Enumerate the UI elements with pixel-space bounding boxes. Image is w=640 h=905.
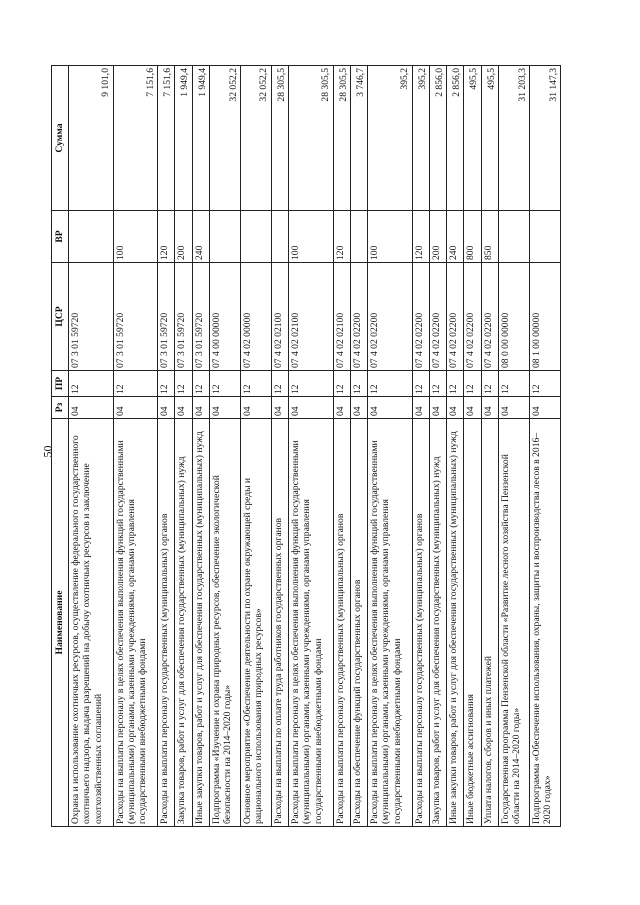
cell-csr: 07 4 02 02200 — [429, 263, 446, 371]
page-number: 50 — [40, 445, 55, 458]
cell-vr — [240, 211, 271, 263]
table-row — [158, 66, 175, 827]
cell-pr: 12 — [158, 371, 175, 397]
cell-csr: 07 3 01 59720 — [113, 263, 158, 371]
cell-rz: 04 — [209, 397, 240, 419]
cell-vr — [350, 211, 367, 263]
cell-csr: 07 4 00 00000 — [209, 263, 240, 371]
cell-vr: 800 — [464, 211, 481, 263]
cell-sum: 7 151,6 — [158, 66, 175, 211]
cell-vr — [499, 211, 530, 263]
cell-csr: 07 3 01 59720 — [192, 263, 209, 371]
cell-pr: 12 — [69, 371, 114, 397]
cell-pr: 12 — [175, 371, 192, 397]
table-header-row — [52, 66, 69, 827]
cell-name: Расходы на выплаты персоналу в целях обеспечения выполнения функций государственными (муниципальными) органами, казенными учреждениями, органами управления государственными внебюджетными фондами — [289, 419, 334, 827]
cell-rz: 04 — [368, 397, 413, 419]
table-body — [69, 66, 561, 827]
cell-sum: 395,2 — [412, 66, 429, 211]
cell-pr: 12 — [412, 371, 429, 397]
cell-pr: 12 — [271, 371, 288, 397]
table-row — [209, 66, 240, 827]
cell-vr: 200 — [175, 211, 192, 263]
cell-csr: 07 4 02 02200 — [447, 263, 464, 371]
cell-name: Охрана и использование охотничьих ресурсов, осуществление федерального государственного охотничьего надзора, выдача разрешений на добычу охотничьих ресурсов и заключение охотхозяйственных соглашений — [69, 419, 114, 827]
cell-sum: 28 305,5 — [271, 66, 288, 211]
cell-name: Расходы на выплаты персоналу государственных (муниципальных) органов — [158, 419, 175, 827]
cell-name: Подпрограмма «Изучение и охрана природных ресурсов, обеспечение экологической безопасности на 2014–2020 годы» — [209, 419, 240, 827]
cell-pr: 12 — [113, 371, 158, 397]
table-row — [240, 66, 271, 827]
cell-sum: 32 052,2 — [240, 66, 271, 211]
cell-sum: 2 856,0 — [447, 66, 464, 211]
cell-csr: 08 1 00 00000 — [529, 263, 560, 371]
cell-sum: 9 101,0 — [69, 66, 114, 211]
cell-name: Расходы на выплаты по оплате труда работников государственных органов — [271, 419, 288, 827]
cell-pr: 12 — [481, 371, 498, 397]
table-row — [192, 66, 209, 827]
cell-csr: 07 4 02 02200 — [412, 263, 429, 371]
cell-vr: 120 — [158, 211, 175, 263]
cell-vr: 240 — [192, 211, 209, 263]
cell-pr: 12 — [529, 371, 560, 397]
cell-vr: 120 — [333, 211, 350, 263]
table-row — [271, 66, 288, 827]
table-row — [481, 66, 498, 827]
cell-pr: 12 — [499, 371, 530, 397]
cell-name: Основное мероприятие «Обеспечение деятельности по охране окружающей среды и рационального использования природных ресурсов» — [240, 419, 271, 827]
cell-pr: 12 — [429, 371, 446, 397]
cell-sum: 395,2 — [368, 66, 413, 211]
cell-sum: 31 203,3 — [499, 66, 530, 211]
cell-rz: 04 — [158, 397, 175, 419]
cell-rz: 04 — [350, 397, 367, 419]
table-row — [113, 66, 158, 827]
table-row — [69, 66, 114, 827]
cell-csr: 08 0 00 00000 — [499, 263, 530, 371]
cell-rz: 04 — [447, 397, 464, 419]
cell-csr: 07 4 02 00000 — [240, 263, 271, 371]
cell-pr: 12 — [192, 371, 209, 397]
cell-csr: 07 4 02 02200 — [464, 263, 481, 371]
cell-rz: 04 — [69, 397, 114, 419]
header-pr: ПР — [52, 371, 69, 397]
cell-rz: 04 — [481, 397, 498, 419]
cell-csr: 07 4 02 02100 — [271, 263, 288, 371]
cell-name: Подпрограмма «Обеспечение использования, охраны, защиты и воспроизводства лесов в 2016–2020 годах» — [529, 419, 560, 827]
cell-sum: 495,5 — [464, 66, 481, 211]
cell-csr: 07 4 02 02100 — [333, 263, 350, 371]
cell-rz: 04 — [240, 397, 271, 419]
cell-rz: 04 — [464, 397, 481, 419]
table-row — [499, 66, 530, 827]
header-vr: ВР — [52, 211, 69, 263]
cell-sum: 2 856,0 — [429, 66, 446, 211]
cell-vr — [69, 211, 114, 263]
cell-sum: 32 052,2 — [209, 66, 240, 211]
cell-name: Закупка товаров, работ и услуг для обеспечения государственных (муниципальных) нужд — [175, 419, 192, 827]
cell-name: Расходы на обеспечение функций государственных органов — [350, 419, 367, 827]
cell-vr: 240 — [447, 211, 464, 263]
cell-pr: 12 — [209, 371, 240, 397]
cell-rz: 04 — [289, 397, 334, 419]
header-rz: Рз — [52, 397, 69, 419]
cell-rz: 04 — [412, 397, 429, 419]
budget-table — [51, 65, 561, 827]
cell-rz: 04 — [175, 397, 192, 419]
table-row — [464, 66, 481, 827]
table-row — [529, 66, 560, 827]
cell-rz: 04 — [113, 397, 158, 419]
cell-name: Расходы на выплаты персоналу государственных (муниципальных) органов — [412, 419, 429, 827]
cell-name: Иные закупки товаров, работ и услуг для обеспечения государственных (муниципальных) нужд — [192, 419, 209, 827]
cell-csr: 07 3 01 59720 — [69, 263, 114, 371]
cell-csr: 07 4 02 02200 — [481, 263, 498, 371]
table-row — [289, 66, 334, 827]
cell-csr: 07 4 02 02200 — [350, 263, 367, 371]
cell-pr: 12 — [289, 371, 334, 397]
header-name: Наименование — [52, 419, 69, 827]
cell-name: Уплата налогов, сборов и иных платежей — [481, 419, 498, 827]
header-sum: Сумма — [52, 66, 69, 211]
table-row — [350, 66, 367, 827]
cell-csr: 07 4 02 02100 — [289, 263, 334, 371]
cell-sum: 28 305,5 — [289, 66, 334, 211]
cell-rz: 04 — [192, 397, 209, 419]
cell-sum: 7 151,6 — [113, 66, 158, 211]
cell-vr: 200 — [429, 211, 446, 263]
cell-csr: 07 3 01 59720 — [158, 263, 175, 371]
table-row — [333, 66, 350, 827]
cell-pr: 12 — [464, 371, 481, 397]
table-row — [447, 66, 464, 827]
cell-pr: 12 — [333, 371, 350, 397]
cell-rz: 04 — [429, 397, 446, 419]
cell-vr: 100 — [113, 211, 158, 263]
cell-name: Расходы на выплаты персоналу государственных (муниципальных) органов — [333, 419, 350, 827]
cell-pr: 12 — [350, 371, 367, 397]
cell-pr: 12 — [368, 371, 413, 397]
cell-sum: 1 949,4 — [175, 66, 192, 211]
cell-vr — [529, 211, 560, 263]
table-row — [175, 66, 192, 827]
table-row — [412, 66, 429, 827]
cell-pr: 12 — [240, 371, 271, 397]
cell-name: Расходы на выплаты персоналу в целях обеспечения выполнения функций государственными (муниципальными) органами, казенными учреждениями, органами управления государственными внебюджетными фондами — [113, 419, 158, 827]
cell-sum: 31 147,3 — [529, 66, 560, 211]
cell-vr — [209, 211, 240, 263]
cell-sum: 495,5 — [481, 66, 498, 211]
cell-csr: 07 3 01 59720 — [175, 263, 192, 371]
cell-name: Государственная программа Пензенской области «Развитие лесного хозяйства Пензенской области на 2014–2020 годы» — [499, 419, 530, 827]
cell-csr: 07 4 02 02200 — [368, 263, 413, 371]
table-row — [429, 66, 446, 827]
cell-pr: 12 — [447, 371, 464, 397]
cell-rz: 04 — [271, 397, 288, 419]
cell-vr — [271, 211, 288, 263]
cell-name: Расходы на выплаты персоналу в целях обеспечения выполнения функций государственными (муниципальными) органами, казенными учреждениями, органами управления государственными внебюджетными фондами — [368, 419, 413, 827]
cell-vr: 100 — [368, 211, 413, 263]
cell-name: Иные бюджетные ассигнования — [464, 419, 481, 827]
cell-vr: 850 — [481, 211, 498, 263]
budget-table-sheet — [51, 66, 561, 827]
cell-vr: 100 — [289, 211, 334, 263]
cell-sum: 28 305,5 — [333, 66, 350, 211]
table-row — [368, 66, 413, 827]
header-csr: ЦСР — [52, 263, 69, 371]
cell-sum: 3 746,7 — [350, 66, 367, 211]
cell-rz: 04 — [499, 397, 530, 419]
cell-name: Закупка товаров, работ и услуг для обеспечения государственных (муниципальных) нужд — [429, 419, 446, 827]
cell-rz: 04 — [529, 397, 560, 419]
cell-vr: 120 — [412, 211, 429, 263]
cell-name: Иные закупки товаров, работ и услуг для обеспечения государственных (муниципальных) нужд — [447, 419, 464, 827]
cell-sum: 1 949,4 — [192, 66, 209, 211]
cell-rz: 04 — [333, 397, 350, 419]
